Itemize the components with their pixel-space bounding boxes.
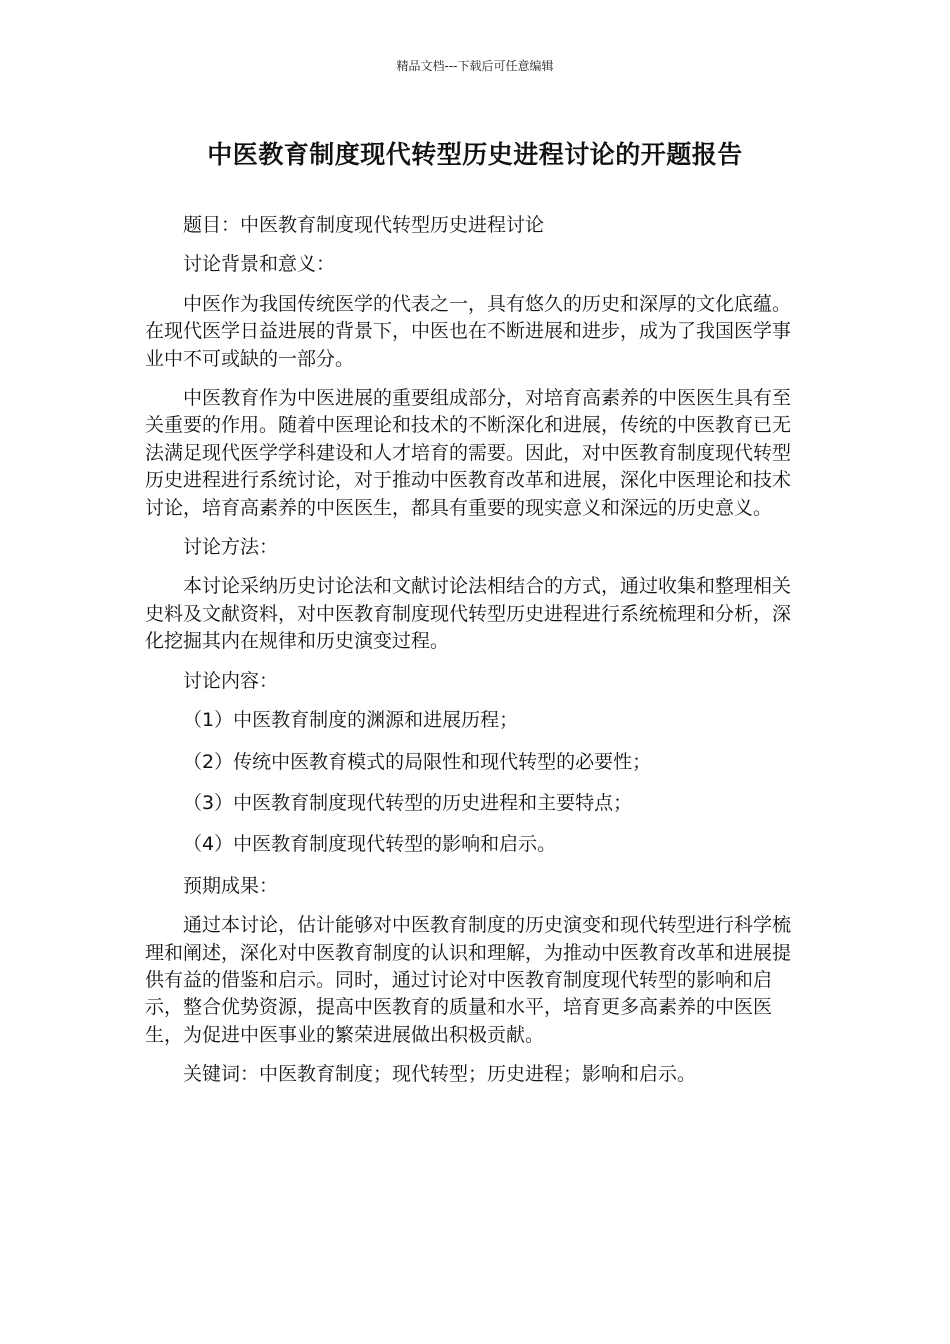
topic-line: 题目：中医教育制度现代转型历史进程讨论 — [183, 214, 545, 236]
background-paragraph-2: 中医教育作为中医进展的重要组成部分，对培育高素养的中医医生具有至关重要的作用。随着中医理论和技术的不断深化和进展，传统的中医教育已无法满足现代医学学科建设和人才培育的需要。因此，对中医教育制度现代转型历史进程进行系统讨论，对于推动中医教育改革和进展，深化中医理论和技术讨论，培育高素养的中医医生，都具有重要的现实意义和深远的历史意义。 — [145, 387, 792, 519]
page-header: 精品文档---下载后可任意编辑 — [396, 59, 554, 73]
keywords-line: 关键词：中医教育制度；现代转型；历史进程；影响和启示。 — [183, 1063, 697, 1086]
content-list-item: （2）传统中医教育模式的局限性和现代转型的必要性； — [183, 750, 652, 773]
content-list-item: （4）中医教育制度现代转型的影响和启示。 — [183, 833, 557, 856]
method-paragraph: 本讨论采纳历史讨论法和文献讨论法相结合的方式，通过收集和整理相关史料及文献资料，对中医教育制度现代转型历史进程进行系统梳理和分析，深化挖掘其内在规律和历史演变过程。 — [145, 575, 792, 653]
content-heading: 讨论内容： — [183, 669, 279, 692]
background-heading: 讨论背景和意义： — [183, 253, 336, 276]
document-body — [145, 212, 793, 1101]
content-list-item: （3）中医教育制度现代转型的历史进程和主要特点； — [183, 791, 633, 814]
outcome-paragraph: 通过本讨论，估计能够对中医教育制度的历史演变和现代转型进行科学梳理和阐述，深化对中医教育制度的认识和理解，为推动中医教育改革和进展提供有益的借鉴和启示。同时，通过讨论对中医教育制度现代转型的影响和启示，整合优势资源，提高中医教育的质量和水平，培育更多高素养的中医医生，为促进中医事业的繁荣进展做出积极贡献。 — [145, 914, 792, 1046]
outcome-heading: 预期成果： — [183, 874, 279, 897]
document-title: 中医教育制度现代转型历史进程讨论的开题报告 — [207, 140, 743, 169]
background-paragraph-1: 中医作为我国传统医学的代表之一，具有悠久的历史和深厚的文化底蕴。在现代医学日益进展的背景下，中医也在不断进展和进步，成为了我国医学事业中不可或缺的一部分。 — [145, 292, 792, 370]
method-heading: 讨论方法： — [183, 536, 279, 559]
content-list-item: （1）中医教育制度的渊源和进展历程； — [183, 709, 519, 732]
